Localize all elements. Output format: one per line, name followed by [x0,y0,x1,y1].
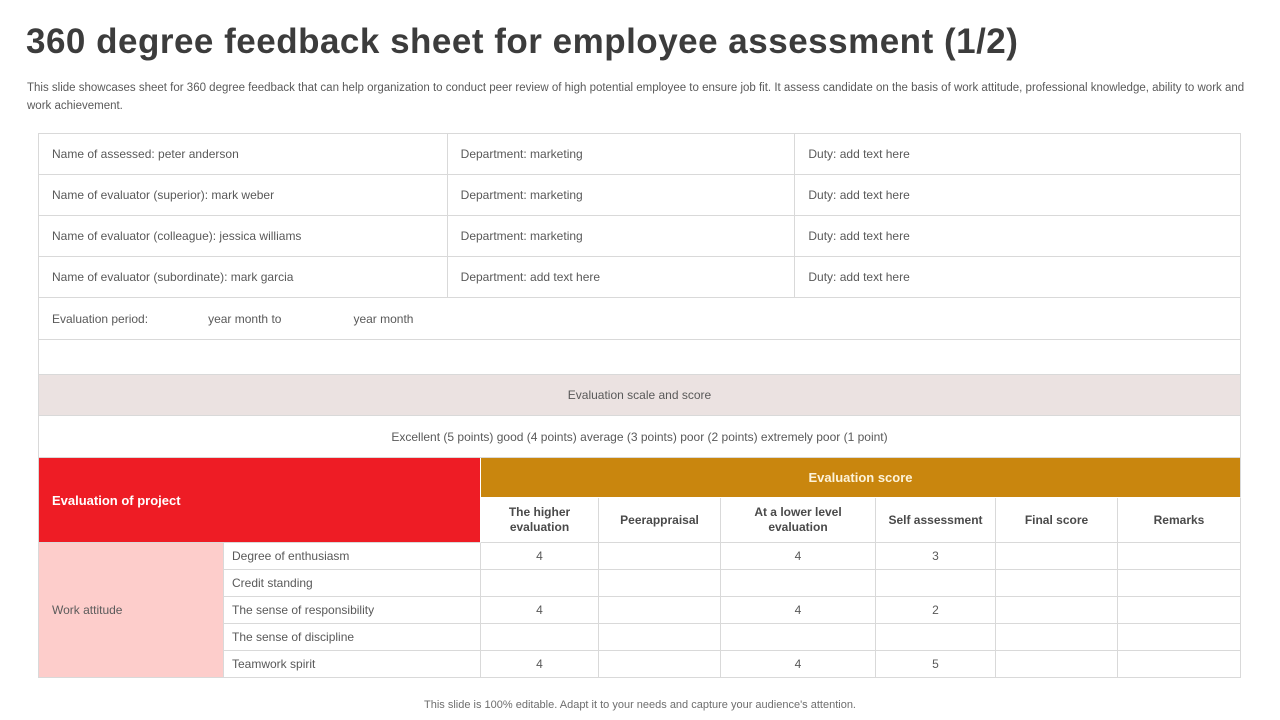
score-column-headers [481,498,1241,543]
score-cell [721,570,876,597]
score-cell [481,624,599,651]
score-cell [1118,570,1241,597]
score-cell: 4 [481,651,599,678]
score-cell [599,651,721,678]
score-cell [1118,651,1241,678]
slide-description: This slide showcases sheet for 360 degree feedback that can help organization to conduct peer review of high potential employee to ensure job fit. It assess candidate on the basis of work attitude, professional knowledge, ability to work and work achievement. [27,82,1245,112]
evaluator-superior-cell: Name of evaluator (superior): mark weber [39,175,448,216]
evaluation-period-cell [39,298,1241,340]
table-row [39,375,1241,416]
column-header-remarks: Remarks [1118,498,1241,543]
duty-cell: Duty: add text here [795,134,1241,175]
empty-cell [39,340,1241,375]
column-header-higher-evaluation: The higher evaluation [481,498,599,543]
score-cell [996,651,1118,678]
work-attitude-block [39,543,1241,678]
table-row [224,543,1241,570]
column-header-lower-level: At a lower level evaluation [721,498,876,543]
criteria-cell: Credit standing [224,570,481,597]
feedback-sheet-table [38,133,1241,678]
evaluation-of-project-header: Evaluation of project [39,458,481,543]
score-cell: 3 [876,543,996,570]
evaluation-period-to: year month [353,311,414,326]
score-cell [996,570,1118,597]
slide-footer-note: This slide is 100% editable. Adapt it to your needs and capture your audience's attention. [424,699,856,711]
duty-cell: Duty: add text here [795,257,1241,298]
score-cell [599,570,721,597]
table-row [224,624,1241,651]
evaluation-score-header: Evaluation score [481,458,1241,498]
page-title: 360 degree feedback sheet for employee assessment (1/2) [26,22,1019,61]
table-row [39,340,1241,375]
table-row [39,416,1241,458]
department-cell: Department: marketing [448,216,796,257]
score-cell [599,597,721,624]
column-header-self-assessment: Self assessment [876,498,996,543]
criteria-cell: The sense of responsibility [224,597,481,624]
evaluator-colleague-cell: Name of evaluator (colleague): jessica williams [39,216,448,257]
scale-detail-cell: Excellent (5 points) good (4 points) average (3 points) poor (2 points) extremely poor (1 point) [39,416,1241,458]
criteria-cell: Degree of enthusiasm [224,543,481,570]
score-cell [599,624,721,651]
score-cell [1118,597,1241,624]
table-row [39,134,1241,175]
table-row [39,257,1241,298]
score-cell: 2 [876,597,996,624]
department-cell: Department: marketing [448,175,796,216]
table-row [39,216,1241,257]
table-row [224,570,1241,597]
table-row [224,597,1241,624]
scale-header-cell: Evaluation scale and score [39,375,1241,416]
score-cell: 4 [721,543,876,570]
score-cell: 5 [876,651,996,678]
evaluation-period-from: year month to [208,311,282,326]
score-cell [721,624,876,651]
score-cell [1118,624,1241,651]
criteria-rows [224,543,1241,678]
score-cell [996,597,1118,624]
score-cell: 4 [481,597,599,624]
column-header-final-score: Final score [996,498,1118,543]
column-header-peerappraisal: Peerappraisal [599,498,721,543]
criteria-cell: The sense of discipline [224,624,481,651]
criteria-cell: Teamwork spirit [224,651,481,678]
score-header-right [481,458,1241,543]
score-cell [481,570,599,597]
evaluation-period-label: Evaluation period: [52,311,149,326]
score-cell [876,624,996,651]
department-cell: Department: marketing [448,134,796,175]
duty-cell: Duty: add text here [795,216,1241,257]
duty-cell: Duty: add text here [795,175,1241,216]
table-row [39,298,1241,340]
score-cell: 4 [721,597,876,624]
category-cell-work-attitude: Work attitude [39,543,224,678]
assessed-name-cell: Name of assessed: peter anderson [39,134,448,175]
department-cell: Department: add text here [448,257,796,298]
table-row [224,651,1241,678]
score-cell [996,624,1118,651]
score-cell: 4 [481,543,599,570]
evaluator-subordinate-cell: Name of evaluator (subordinate): mark garcia [39,257,448,298]
score-header-block [39,458,1241,543]
score-cell [876,570,996,597]
score-cell: 4 [721,651,876,678]
score-cell [599,543,721,570]
table-row [39,175,1241,216]
score-cell [996,543,1118,570]
score-cell [1118,543,1241,570]
